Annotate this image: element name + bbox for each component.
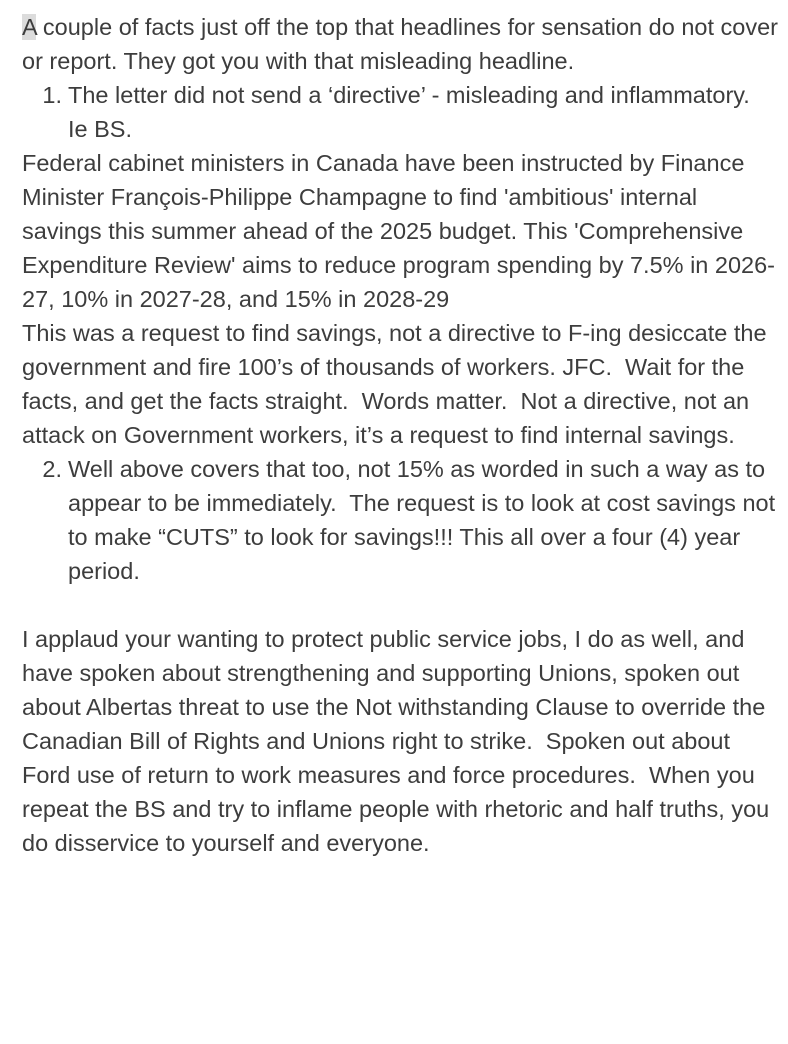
federal-paragraph: Federal cabinet ministers in Canada have been instructed by Finance Minister François-Philippe Champagne to find 'ambitious' internal savings this summer ahead of the 2025 budget. This 'Comprehensive Expenditure Review' aims to reduce program spending by 7.5% in 2026-27, 10% in 2027-28, and 15% in 2028-29 [22,150,775,312]
list-number: 2. [42,456,62,482]
list-item-text: Well above covers that too, not 15% as worded in such a way as to appear to be immediately. The request is to look at cost savings not to make “CUTS” to look for savings!!! This all over a four (4) year period. [68,456,782,584]
intro-text: couple of facts just off the top that headlines for sensation do not cover or report. They got you with that misleading headline. [22,14,785,74]
list-item-text: The letter did not send a ‘directive’ - misleading and inflammatory. Ie BS. [68,82,763,142]
list-item-1 [22,78,782,146]
list-item-2 [22,452,782,588]
blank-line [22,588,782,622]
request-paragraph: This was a request to find savings, not a directive to F-ing desiccate the government and fire 100’s of thousands of workers. JFC. Wait for the facts, and get the facts straight. Words matter. Not a directive, not an attack on Government workers, it’s a request to find internal savings. [22,320,774,448]
text-cursor-selection: A [22,14,37,40]
document-body[interactable] [22,10,785,860]
intro-paragraph [22,10,785,78]
applaud-paragraph: I applaud your wanting to protect public service jobs, I do as well, and have spoken about strengthening and supporting Unions, spoken out about Albertas threat to use the Not withstanding Clause to override the Canadian Bill of Rights and Unions right to strike. Spoken out about Ford use of return to work measures and force procedures. When you repeat the BS and try to inflame people with rhetoric and half truths, you do disservice to yourself and everyone. [22,626,776,856]
list-number: 1. [42,82,62,108]
